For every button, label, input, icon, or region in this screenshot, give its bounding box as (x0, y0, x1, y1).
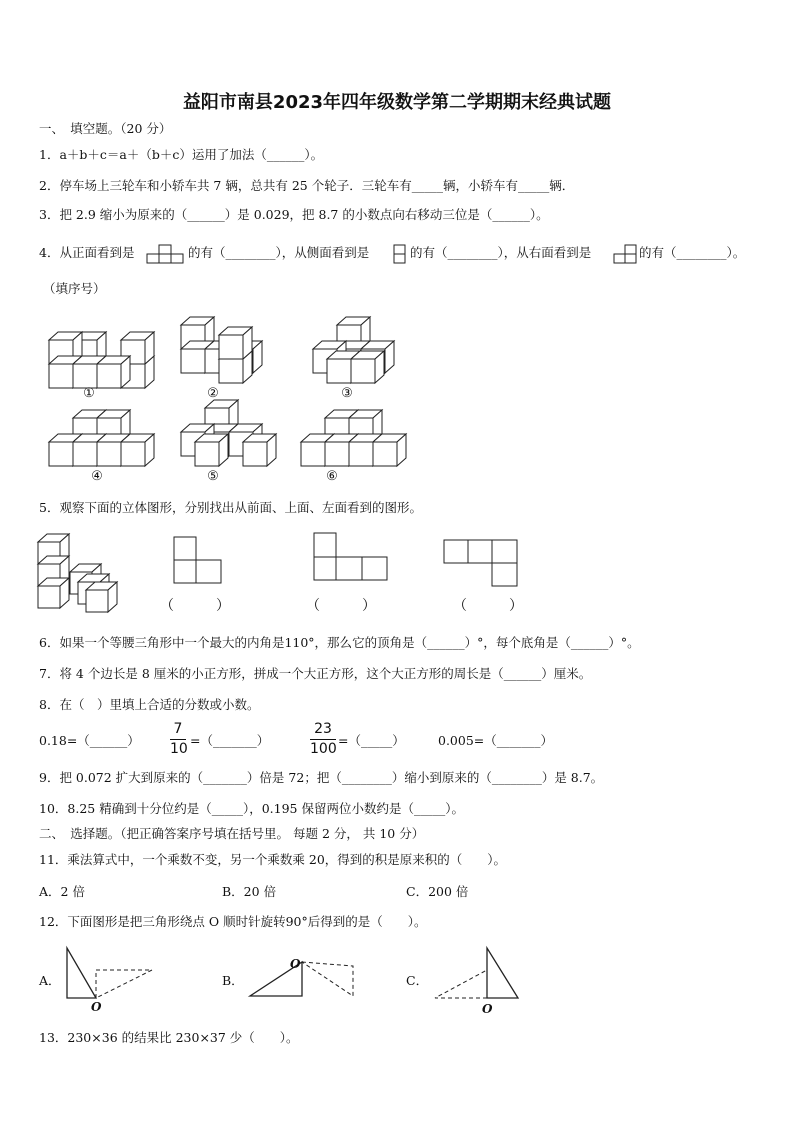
figure-label-5: ⑤ (207, 469, 219, 484)
rotation-figure-a (67, 948, 152, 998)
front-view-icon (147, 244, 183, 264)
right-view-icon (613, 244, 637, 264)
answer-paren-c: （ ） (453, 598, 523, 614)
question-12: 12．下面图形是把三角形绕点 O 顺时针旋转90°后得到的是（ ）。 (39, 914, 427, 929)
question-5: 5．观察下面的立体图形，分别找出从前面、上面、左面看到的图形。 (39, 500, 422, 515)
q8-item-c-rest: =（_____） (338, 733, 405, 748)
question-2: 2．停车场上三轮车和小轿车共 7 辆，总共有 25 个轮子．三轮车有_____辆，小轿车有_____辆． (39, 178, 575, 193)
figure-label-2: ② (207, 386, 219, 401)
rotation-figures (0, 940, 794, 1020)
question-13: 13．230×36 的结果比 230×37 少（ ）。 (39, 1030, 299, 1045)
q8-item-a: 0.18=（______） (39, 733, 140, 748)
fraction-denominator: 10 (170, 741, 188, 757)
figure-label-3: ③ (341, 386, 353, 401)
solid-figure (38, 534, 117, 612)
point-o-label-a: O (91, 1000, 102, 1014)
fraction-denominator: 100 (310, 741, 337, 757)
side-view-icon (394, 244, 406, 264)
fraction-numerator: 7 (173, 721, 183, 737)
q8-item-b-rest: =（_______） (190, 733, 270, 748)
q11-option-c: C．200 倍 (406, 884, 469, 899)
question-4-part3: 的有（________），从右面看到是 (410, 245, 592, 260)
rotation-figure-b (250, 962, 353, 996)
question-8: 8．在（ ）里填上合适的分数或小数。 (39, 697, 260, 712)
page-title: 益阳市南县2023年四年级数学第二学期期末经典试题 (182, 92, 612, 113)
question-7: 7．将 4 个边长是 8 厘米的小正方形，拼成一个大正方形，这个大正方形的周长是（______）厘米。 (39, 666, 592, 681)
q12-option-a: A． (39, 973, 61, 988)
question-5-figures (0, 530, 794, 610)
question-1: 1．a＋b＋c＝a＋（b＋c）运用了加法（______）。 (39, 147, 324, 162)
q11-option-a: A．2 倍 (39, 884, 85, 899)
cube-figure-2 (181, 317, 262, 383)
answer-paren-b: （ ） (306, 598, 376, 614)
figure-label-6: ⑥ (326, 469, 338, 484)
cube-figure-4 (49, 410, 154, 466)
cube-figures (0, 300, 794, 490)
question-4-part4: 的有（________）。 (639, 245, 746, 260)
question-3: 3．把 2.9 缩小为原来的（______）是 0.029，把 8.7 的小数点向右移动三位是（______）。 (39, 207, 549, 222)
q8-fraction-c (310, 721, 336, 758)
q8-fraction-b (170, 721, 186, 758)
question-4-part2: 的有（________），从侧面看到是 (188, 245, 370, 260)
question-11: 11．乘法算式中，一个乘数不变，另一个乘数乘 20，得到的积是原来积的（ ）。 (39, 852, 507, 867)
fraction-numerator: 23 (314, 721, 332, 737)
figure-label-1: ① (83, 386, 95, 401)
view-figure-b (314, 533, 387, 580)
q8-item-d: 0.005=（_______） (438, 733, 554, 748)
rotation-figure-c (435, 948, 518, 998)
q11-option-b: B．20 倍 (222, 884, 277, 899)
question-6: 6．如果一个等腰三角形中一个最大的内角是110°，那么它的顶角是（______）°，每个底角是（______）°。 (39, 635, 640, 650)
q12-option-c: C． (406, 973, 429, 988)
figure-label-4: ④ (91, 469, 103, 484)
section-heading-choice: 二、 选择题。（把正确答案序号填在括号里。 每题 2 分， 共 10 分） (39, 826, 425, 841)
answer-paren-a: （ ） (160, 598, 230, 614)
view-figure-c (444, 540, 517, 586)
section-heading-fill-blank: 一、 填空题。（20 分） (39, 121, 172, 136)
cube-figure-3 (313, 317, 394, 383)
cube-figure-5 (181, 400, 276, 466)
q12-option-b: B． (222, 973, 244, 988)
cube-figure-1 (49, 332, 154, 388)
point-o-label-c: O (482, 1002, 493, 1016)
view-figure-a (174, 537, 221, 583)
cube-figure-6 (301, 410, 406, 466)
question-4-part1: 4．从正面看到是 (39, 245, 135, 260)
question-4-note: （填序号） (43, 281, 106, 296)
question-10: 10．8.25 精确到十分位约是（_____），0.195 保留两位小数约是（_____）。 (39, 801, 464, 816)
question-9: 9．把 0.072 扩大到原来的（_______）倍是 72；把（________）缩小到原来的（________）是 8.7。 (39, 770, 604, 785)
point-o-label-b: O (290, 957, 301, 971)
